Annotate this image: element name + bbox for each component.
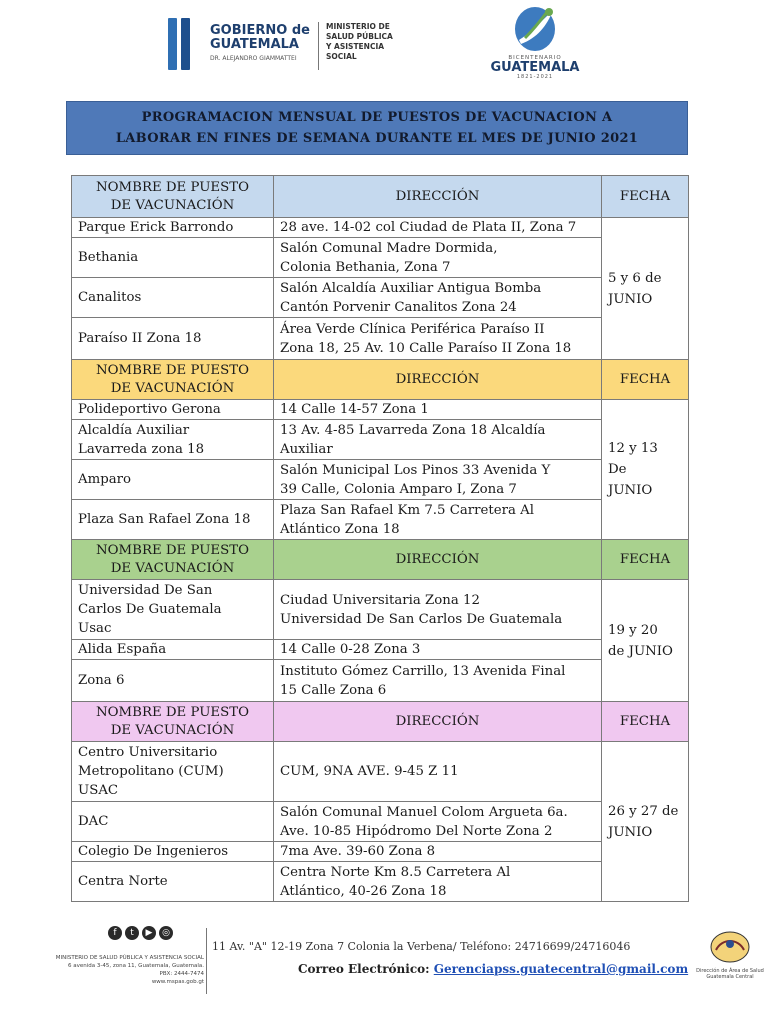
table-header-row: [72, 540, 689, 580]
text-line: De: [608, 462, 627, 477]
footer-ministry-block: [8, 924, 206, 1004]
puesto-address: [274, 500, 602, 540]
header-puesto-line-1: NOMBRE DE PUESTO: [96, 179, 249, 195]
text-line: Parque Erick Barrondo: [78, 220, 234, 235]
text-line: Salón Comunal Madre Dormida,: [280, 240, 498, 256]
table-row: [72, 460, 689, 500]
text-line: CUM, 9NA AVE. 9-45 Z 11: [280, 764, 459, 779]
email-label: Correo Electrónico:: [298, 962, 430, 976]
area-salud-logo: [690, 930, 770, 986]
text-line: Instituto Gómez Carrillo, 13 Avenida Final: [280, 663, 566, 679]
title-line-1: PROGRAMACION MENSUAL DE PUESTOS DE VACUNACION A: [141, 110, 613, 125]
header-puesto: [72, 540, 274, 580]
bicentenario-logo: [480, 4, 590, 84]
table-row: [72, 802, 689, 842]
puesto-name: [72, 238, 274, 278]
table-row: [72, 318, 689, 360]
text-line: Usac: [78, 621, 112, 636]
text-line: 14 Calle 0-28 Zona 3: [280, 642, 421, 657]
text-line: Atlántico, 40-26 Zona 18: [280, 883, 447, 899]
text-line: 14 Calle 14-57 Zona 1: [280, 402, 429, 417]
table-row: [72, 500, 689, 540]
text-line: Colonia Bethania, Zona 7: [280, 259, 451, 275]
puesto-address: [274, 400, 602, 420]
header-puesto-line-2: DE VACUNACIÓN: [110, 722, 235, 738]
text-line: Alida España: [78, 642, 167, 657]
title-line-2: LABORAR EN FINES DE SEMANA DURANTE EL MES DE JUNIO 2021: [115, 131, 639, 146]
schedule-date: [602, 580, 689, 702]
text-line: Canalitos: [78, 290, 142, 305]
gobierno-logo: [168, 14, 408, 74]
puesto-address: [274, 862, 602, 902]
text-line: Paraíso II Zona 18: [78, 331, 202, 346]
table-row: [72, 580, 689, 640]
puesto-address: [274, 218, 602, 238]
text-line: Plaza San Rafael Zona 18: [78, 512, 251, 527]
header-puesto-line-1: NOMBRE DE PUESTO: [96, 542, 249, 558]
table-row: [72, 660, 689, 702]
schedule-date: [602, 400, 689, 540]
facebook-icon[interactable]: f: [108, 926, 122, 940]
header-puesto: [72, 360, 274, 400]
text-line: JUNIO: [608, 291, 653, 307]
text-line: 26 y 27 de: [608, 803, 679, 819]
puesto-name: [72, 640, 274, 660]
header-puesto-line-2: DE VACUNACIÓN: [110, 380, 235, 396]
puesto-name: [72, 278, 274, 318]
header-fecha: FECHA: [602, 540, 689, 580]
text-line: 5 y 6 de: [608, 270, 662, 286]
text-line: 19 y 20: [608, 622, 658, 638]
text-line: 13 Av. 4-85 Lavarreda Zona 18 Alcaldía: [280, 422, 546, 438]
puesto-address: [274, 460, 602, 500]
header-direccion: DIRECCIÓN: [274, 540, 602, 580]
puesto-address: [274, 580, 602, 640]
document-title: [66, 101, 688, 155]
puesto-name: [72, 318, 274, 360]
footer-email-line: [298, 962, 698, 976]
puesto-name: [72, 842, 274, 862]
text-line: 7ma Ave. 39-60 Zona 8: [280, 844, 436, 859]
puesto-name: [72, 460, 274, 500]
puesto-address: [274, 318, 602, 360]
text-line: Colegio De Ingenieros: [78, 844, 229, 859]
table-header-row: [72, 702, 689, 742]
footer-ministry-text: MINISTERIO DE SALUD PÚBLICA Y ASISTENCIA SOCIAL 6 avenida 3-45, zona 11, Guatemala, Guatemala. PBX: 2444-7474 www.mspas.gob.gt: [55, 955, 204, 985]
table-header-row: [72, 360, 689, 400]
text-line: Centro Universitario: [78, 745, 218, 760]
puesto-name: [72, 400, 274, 420]
table-row: [72, 400, 689, 420]
header-fecha: FECHA: [602, 360, 689, 400]
puesto-name: [72, 862, 274, 902]
header-fecha: FECHA: [602, 702, 689, 742]
table-row: [72, 238, 689, 278]
header-direccion: DIRECCIÓN: [274, 702, 602, 742]
text-line: JUNIO: [608, 824, 653, 840]
text-line: Ave. 10-85 Hipódromo Del Norte Zona 2: [280, 823, 553, 839]
puesto-name: [72, 420, 274, 460]
instagram-icon[interactable]: ◎: [159, 926, 173, 940]
table-row: [72, 278, 689, 318]
text-line: Zona 6: [78, 673, 125, 688]
puesto-address: [274, 238, 602, 278]
header-puesto-line-2: DE VACUNACIÓN: [110, 197, 235, 213]
text-line: Carlos De Guatemala: [78, 602, 222, 617]
gobierno-bars-icon: [168, 18, 194, 74]
logo-divider: [318, 22, 319, 70]
text-line: Amparo: [78, 472, 132, 487]
text-line: Zona 18, 25 Av. 10 Calle Paraíso II Zona 18: [280, 340, 572, 356]
text-line: 28 ave. 14-02 col Ciudad de Plata II, Zona 7: [280, 220, 577, 235]
area-logo-line-2: Guatemala Central: [706, 974, 754, 980]
table-row: [72, 420, 689, 460]
text-line: Salón Municipal Los Pinos 33 Avenida Y: [280, 462, 551, 478]
text-line: Centra Norte: [78, 874, 168, 889]
text-line: Centra Norte Km 8.5 Carretera Al: [280, 864, 511, 880]
bicentenario-label: BICENTENARIO: [508, 55, 562, 61]
area-salud-emblem-icon: [708, 930, 752, 964]
text-line: Área Verde Clínica Periférica Paraíso II: [280, 321, 545, 337]
puesto-name: [72, 660, 274, 702]
schedule-date: [602, 742, 689, 902]
text-line: Lavarreda zona 18: [78, 441, 205, 457]
text-line: Salón Comunal Manuel Colom Argueta 6a.: [280, 804, 568, 820]
puesto-name: [72, 500, 274, 540]
table-header-row: [72, 176, 689, 218]
header-direccion: DIRECCIÓN: [274, 176, 602, 218]
header-direccion: DIRECCIÓN: [274, 360, 602, 400]
text-line: Atlántico Zona 18: [280, 521, 400, 537]
table-row: [72, 640, 689, 660]
text-line: Metropolitano (CUM): [78, 764, 224, 779]
puesto-name: [72, 218, 274, 238]
header-puesto-line-1: NOMBRE DE PUESTO: [96, 704, 249, 720]
text-line: Ciudad Universitaria Zona 12: [280, 592, 480, 608]
puesto-address: [274, 660, 602, 702]
text-line: Salón Alcaldía Auxiliar Antigua Bomba: [280, 280, 542, 296]
text-line: Bethania: [78, 250, 139, 265]
gobierno-name: GOBIERNO de GUATEMALA: [210, 23, 310, 52]
header-puesto-line-2: DE VACUNACIÓN: [110, 560, 235, 576]
bicentenario-emblem-icon: [507, 4, 563, 54]
text-line: Cantón Porvenir Canalitos Zona 24: [280, 299, 517, 315]
text-line: JUNIO: [608, 483, 653, 498]
text-line: 12 y 13: [608, 441, 658, 456]
youtube-icon[interactable]: ▶: [142, 926, 156, 940]
area-logo-line-1: Dirección de Área de Salud: [696, 968, 764, 974]
text-line: de JUNIO: [608, 643, 673, 659]
vaccination-schedule-table: [71, 175, 689, 902]
footer-divider: [206, 928, 207, 994]
text-line: Auxiliar: [280, 441, 333, 457]
puesto-address: [274, 802, 602, 842]
table-row: [72, 842, 689, 862]
header-puesto: [72, 702, 274, 742]
email-link[interactable]: Gerenciapss.guatecentral@gmail.com: [433, 962, 689, 976]
twitter-icon[interactable]: t: [125, 926, 139, 940]
header-puesto: [72, 176, 274, 218]
puesto-name: [72, 802, 274, 842]
text-line: Plaza San Rafael Km 7.5 Carretera Al: [280, 502, 534, 518]
puesto-address: [274, 842, 602, 862]
gobierno-subtitle: DR. ALEJANDRO GIAMMATTEI: [210, 55, 297, 62]
text-line: DAC: [78, 814, 109, 829]
text-line: 39 Calle, Colonia Amparo I, Zona 7: [280, 481, 517, 497]
table-row: [72, 742, 689, 802]
ministerio-name: MINISTERIO DE SALUD PÚBLICA Y ASISTENCIA SOCIAL: [326, 22, 393, 61]
text-line: Universidad De San: [78, 583, 213, 598]
puesto-name: [72, 580, 274, 640]
footer-address: 11 Av. "A" 12-19 Zona 7 Colonia la Verbena/ Teléfono: 24716699/24716046: [212, 940, 631, 953]
table-row: [72, 218, 689, 238]
text-line: Universidad De San Carlos De Guatemala: [280, 611, 563, 627]
header-puesto-line-1: NOMBRE DE PUESTO: [96, 362, 249, 378]
puesto-address: [274, 278, 602, 318]
text-line: 15 Calle Zona 6: [280, 682, 387, 698]
puesto-address: [274, 420, 602, 460]
text-line: Alcaldía Auxiliar: [78, 422, 190, 438]
text-line: USAC: [78, 783, 119, 798]
text-line: Polideportivo Gerona: [78, 402, 221, 417]
puesto-name: [72, 742, 274, 802]
social-icons: [108, 926, 173, 940]
table-row: [72, 862, 689, 902]
puesto-address: [274, 640, 602, 660]
puesto-address: [274, 742, 602, 802]
header-fecha: FECHA: [602, 176, 689, 218]
bicentenario-years: 1821-2021: [516, 74, 554, 80]
bicentenario-country: GUATEMALA: [490, 60, 580, 75]
schedule-date: [602, 218, 689, 360]
